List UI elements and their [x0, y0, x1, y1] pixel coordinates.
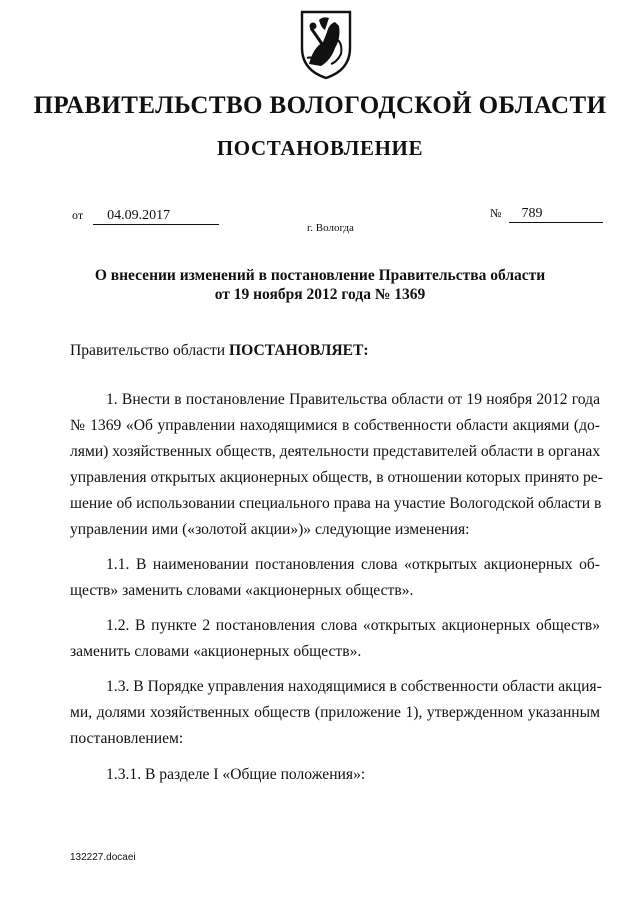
paragraph-1-1 — [70, 552, 600, 604]
date-line — [93, 206, 219, 225]
title-line-2: от 19 ноября 2012 года № 1369 — [214, 286, 426, 303]
paragraph-1-3 — [70, 674, 600, 752]
title-line-1: О внесении изменений в постановление Правительства области — [94, 267, 546, 284]
paragraph-line: постановлением: — [70, 730, 184, 747]
document-title — [80, 266, 560, 304]
paragraph-line: шение об использовании специального права на участие Вологодской области в — [70, 495, 602, 512]
number-line — [509, 204, 603, 223]
paragraph-line: 1.2. В пункте 2 постановления слова «открытых акционерных обществ» — [106, 617, 600, 634]
paragraph-line: 1.1. В наименовании постановления слова «открытых акционерных об- — [106, 556, 600, 573]
paragraph-1-3-1 — [70, 762, 600, 788]
document-date: 04.09.2017 — [107, 208, 171, 223]
number-prefix: № — [490, 206, 502, 220]
organization-title: ПРАВИТЕЛЬСТВО ВОЛОГОДСКОЙ ОБЛАСТИ — [33, 92, 607, 119]
number-field — [490, 204, 603, 223]
paragraph-line: заменить словами «акционерных обществ». — [70, 643, 362, 660]
document-type: ПОСТАНОВЛЕНИЕ — [216, 136, 424, 160]
city: г. Вологда — [307, 222, 354, 234]
paragraph-line: управлении ими («золотой акции»)» следующие изменения: — [70, 521, 470, 538]
paragraph-line: ми, долями хозяйственных обществ (приложение 1), утвержденном указанным — [70, 704, 600, 721]
paragraph-line: 1. Внести в постановление Правительства области от 19 ноября 2012 года — [106, 391, 600, 408]
file-reference: 132227.docaei — [70, 852, 136, 863]
document-number: 789 — [521, 206, 543, 221]
date-prefix: от — [72, 208, 84, 222]
paragraph-line: управления открытых акционерных обществ, в отношении которых принято ре- — [70, 469, 603, 486]
preamble-verb: ПОСТАНОВЛЯЕТ: — [229, 342, 369, 359]
paragraph-1 — [70, 387, 603, 543]
paragraph-line: ществ» заменить словами «акционерных обществ». — [70, 582, 414, 599]
paragraph-line: № 1369 «Об управлении находящимися в собственности области акциями (до- — [70, 417, 600, 434]
vologda-coat-of-arms-icon — [299, 8, 353, 80]
paragraph-line: лями) хозяйственных обществ, деятельности представителей области в органах — [70, 443, 601, 460]
preamble-lead: Правительство области — [70, 342, 226, 359]
paragraph-line: 1.3.1. В разделе I «Общие положения»: — [106, 766, 366, 783]
paragraph-1-2 — [70, 613, 600, 665]
preamble — [70, 338, 369, 364]
date-field — [72, 206, 219, 225]
paragraph-line: 1.3. В Порядке управления находящимися в собственности области акция- — [106, 678, 602, 695]
